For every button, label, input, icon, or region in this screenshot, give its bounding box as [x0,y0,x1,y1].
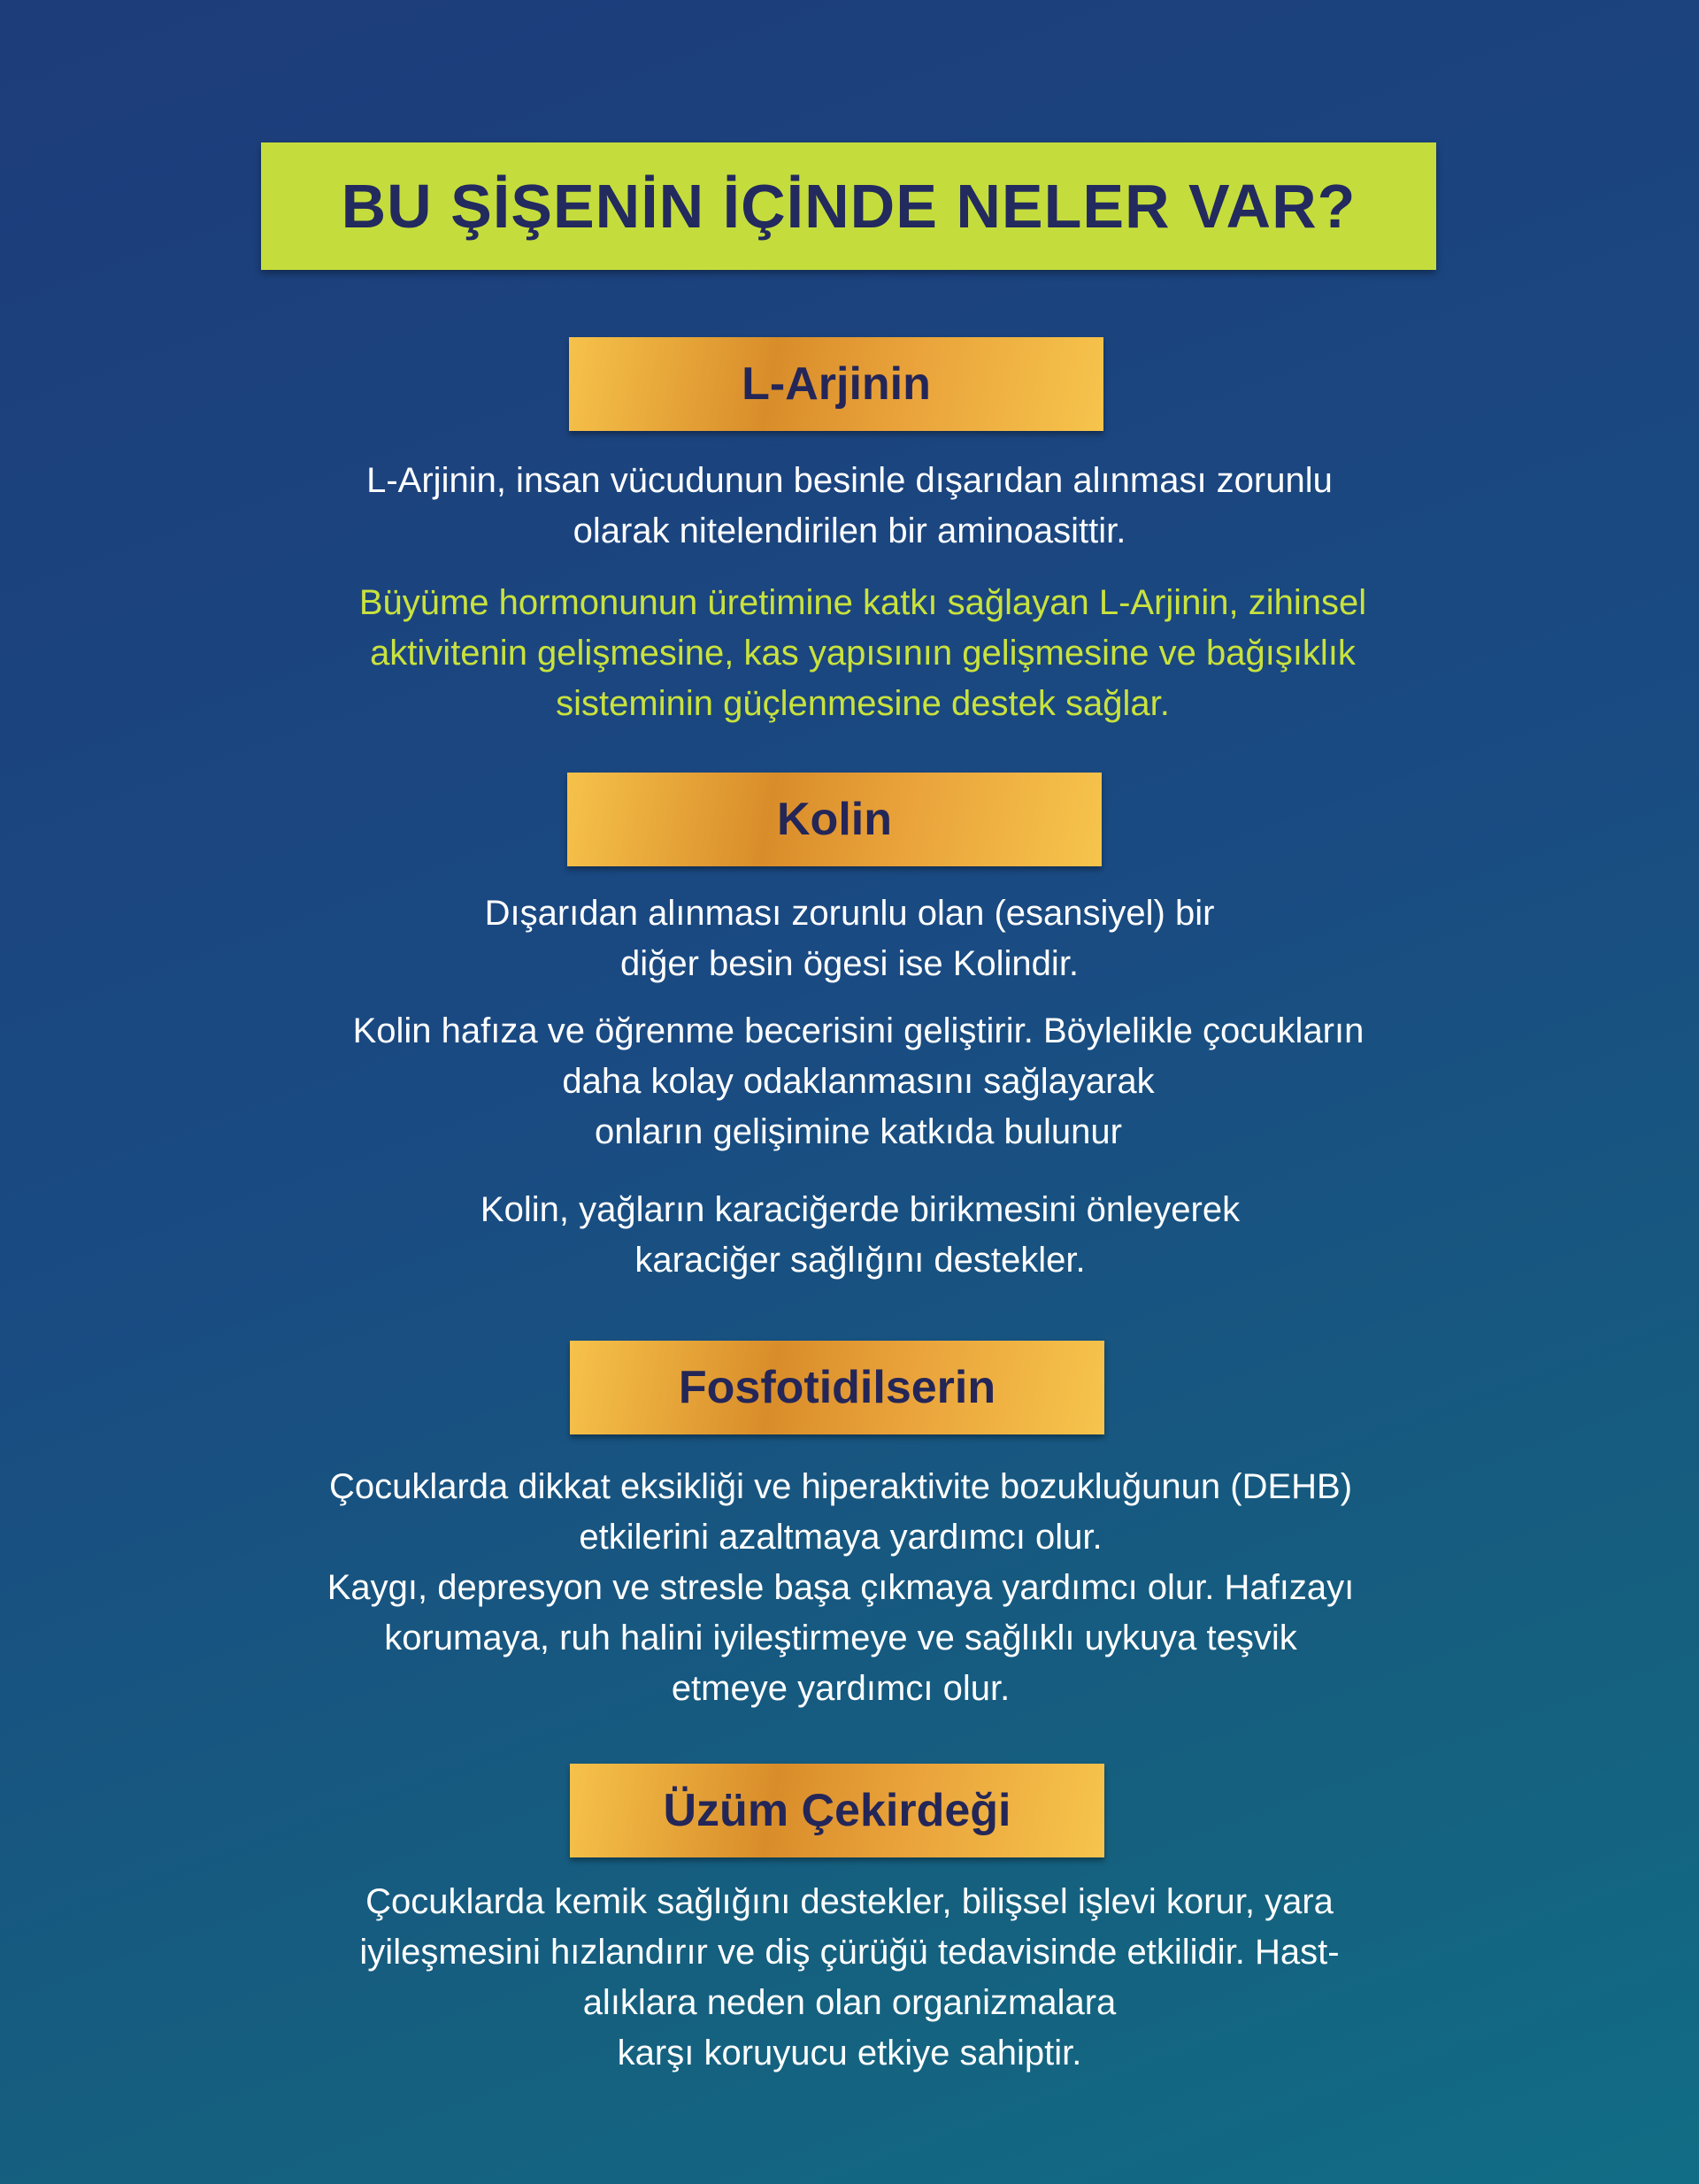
text-line: iyileşmesini hızlandırır ve diş çürüğü tedavisinde etkilidir. Hast- [359,1933,1340,1972]
text-line: diğer besin ögesi ise Kolindir. [619,944,1080,983]
text-line: daha kolay odaklanmasını sağlayarak [562,1062,1155,1101]
text-line: Çocuklarda dikkat eksikliği ve hiperaktivite bozukluğunun (DEHB) [328,1467,1353,1506]
paragraph-fosfotidilserin [212,1462,1469,1714]
section-heading: L-Arjinin [742,358,931,410]
text-line: etmeye yardımcı olur. [671,1669,1011,1708]
page-title: BU ŞİŞENİN İÇİNDE NELER VAR? [341,172,1357,241]
text-line: sisteminin güçlenmesine destek sağlar. [556,684,1170,723]
text-line: Kaygı, depresyon ve stresle başa çıkmaya yardımcı olur. Hafızayı [327,1568,1355,1607]
section-heading: Üzüm Çekirdeği [663,1785,1011,1836]
text-line: etkilerini azaltmaya yardımcı olur. [579,1518,1103,1557]
paragraph-kolin-memory [230,1006,1487,1157]
heading-badge-kolin [567,773,1102,866]
paragraph-uzum-cekirdegi [221,1877,1478,2079]
text-line: Büyüme hormonunun üretimine katkı sağlayan L-Arjinin, zihinsel [358,583,1367,622]
title-banner [261,142,1436,270]
paragraph-l-arjinin-benefits [234,578,1491,729]
text-line: karşı koruyucu etkiye sahiptir. [617,2034,1082,2072]
text-line: Kolin hafıza ve öğrenme becerisini geliştirir. Böylelikle çocukların [352,1011,1365,1050]
text-line: korumaya, ruh halini iyileştirmeye ve sağlıklı uykuya teşvik [384,1619,1297,1657]
heading-badge-uzum-cekirdegi [570,1764,1104,1857]
section-heading: Kolin [777,794,892,845]
text-line: onların gelişimine katkıda bulunur [595,1112,1122,1151]
heading-badge-l-arjinin [569,337,1103,431]
text-line: Kolin, yağların karaciğerde birikmesini önleyerek [480,1190,1241,1229]
heading-badge-fosfotidilserin [570,1341,1104,1434]
text-line: karaciğer sağlığını destekler. [634,1241,1086,1280]
paragraph-kolin-liver [232,1185,1488,1286]
text-line: Çocuklarda kemik sağlığını destekler, bilişsel işlevi korur, yara [365,1882,1334,1921]
text-line: alıklara neden olan organizmalara [582,1983,1117,2022]
paragraph-kolin-definition [221,888,1478,989]
section-heading: Fosfotidilserin [678,1362,996,1413]
text-line: L-Arjinin, insan vücudunun besinle dışarıdan alınması zorunlu [366,461,1333,500]
text-line: olarak nitelendirilen bir aminoasittir. [573,511,1126,550]
text-line: aktivitenin gelişmesine, kas yapısının gelişmesine ve bağışıklık [370,634,1356,673]
text-line: Dışarıdan alınması zorunlu olan (esansiyel) bir [484,894,1215,933]
paragraph-l-arjinin-definition [221,456,1478,557]
